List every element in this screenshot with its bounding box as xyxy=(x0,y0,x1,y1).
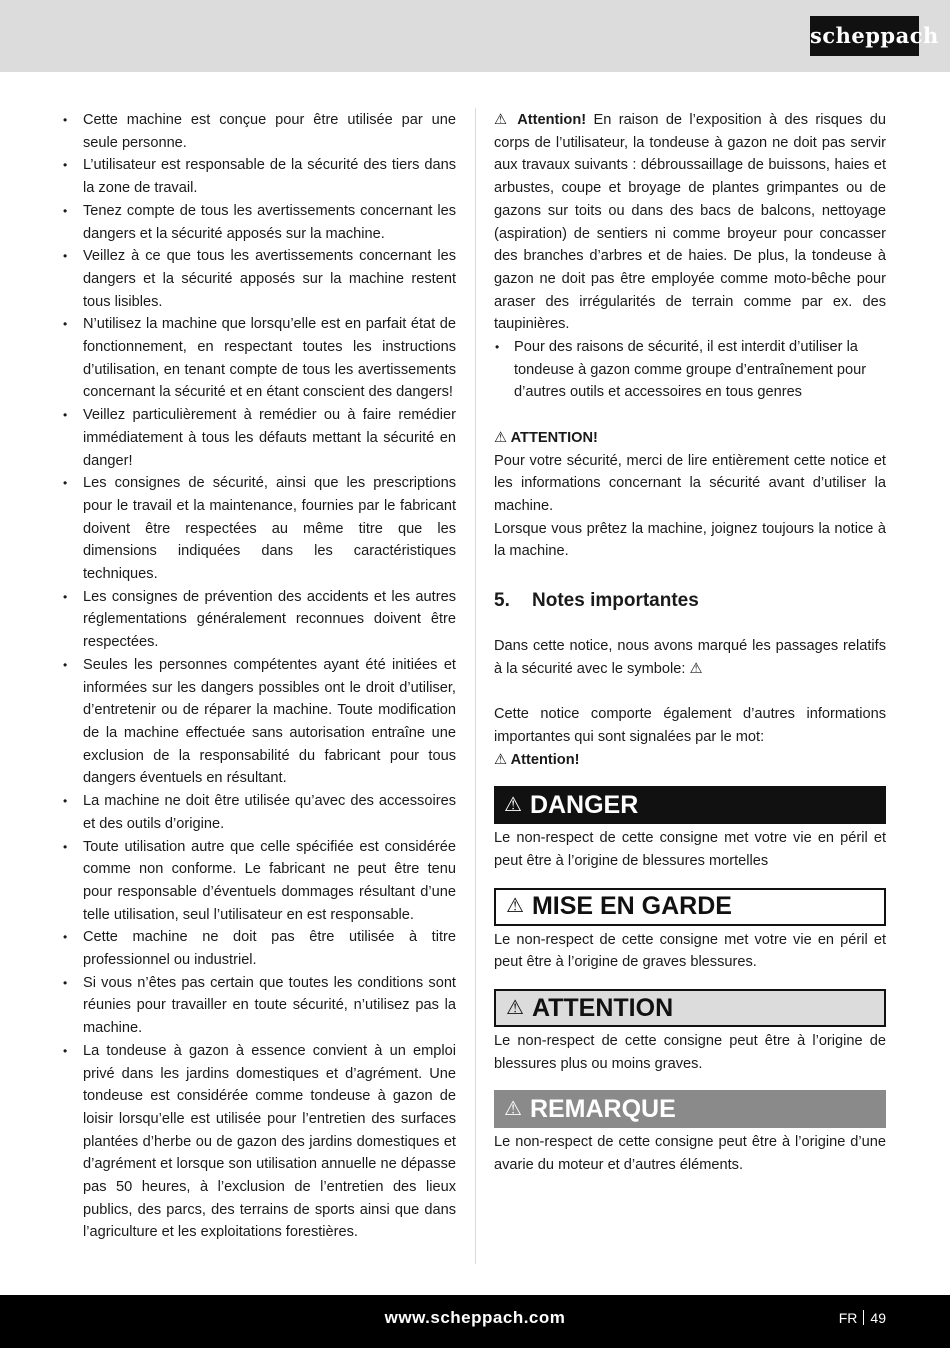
list-item: • La tondeuse à gazon à essence convient à un emploi privé dans les jardins domestiques et d’agrément. Une tondeuse est considérée comme tondeuse à gazon de loisir lorsqu’elle est utilisée pour l’entretien des surfaces plantées d’herbe ou de gazon des jardins domestiques et d’agrément et lorsque son utilisation annuelle ne dépasse pas 50 heures, à l’exclusion de l’entretien des lieux publics, des parcs, des terrains de sports ainsi que dans l’agriculture et les exploitations forestières. xyxy=(60,1040,456,1244)
danger-text: Le non-respect de cette consigne met votre vie en péril et peut être à l’origine de blessures mortelles xyxy=(494,830,886,869)
section-title: Notes importantes xyxy=(532,590,699,612)
list-item: • Toute utilisation autre que celle spécifiée est considérée comme non conforme. Le fabricant ne peut être tenu pour responsable d’éventuels dommages résultant d’une telle utilisation, seul l’utilisateur en est responsable. xyxy=(60,836,456,927)
list-item: • La machine ne doit être utilisée qu’avec des accessoires et des outils d’origine. xyxy=(60,790,456,835)
warning-text: Le non-respect de cette consigne met votre vie en péril et peut être à l’origine de graves blessures. xyxy=(494,931,886,971)
attention-text: Pour votre sécurité, merci de lire entièrement cette notice et les informations concernant la sécurité avant d’utiliser la machine. xyxy=(494,452,886,514)
page-indicator xyxy=(839,1310,886,1326)
notes-paragraph: Cette notice comporte également d’autres informations importantes qui sont signalées par le mot: xyxy=(494,706,886,745)
danger-label: DANGER xyxy=(529,790,639,819)
list-item: • Les consignes de prévention des accidents et les autres réglementations généralement reconnues doivent être respectées. xyxy=(60,586,456,654)
attention-paragraph xyxy=(494,109,886,336)
attention-box-text: Le non-respect de cette consigne peut être à l’origine de blessures plus ou moins graves. xyxy=(494,1033,886,1072)
right-column xyxy=(494,109,886,1177)
section-number: 5. xyxy=(494,590,510,612)
page-number: 49 xyxy=(870,1310,886,1326)
attention-box-label: ATTENTION xyxy=(531,993,674,1022)
attention-text: En raison de l’exposition à des risques du corps de l’utilisateur, la tondeuse à gazon ne doit pas servir aux travaux suivants : débroussaillage de buissons, haies et arbustes, coupe et broyage de plantes grimpantes ou de gazons sur toits ou dans des bacs de balcons, nettoyage (aspiration) de sentiers ni comme broyeur pour concasser des branches d’arbres et de haies. De plus, la tondeuse à gazon ne doit pas être employée comme moto-bêche pour araser des irrégularités de terrain comme par ex. des taupinières. xyxy=(494,112,887,333)
note-text: Le non-respect de cette consigne peut être à l’origine d’une avarie du moteur et d’autres éléments. xyxy=(494,1134,886,1174)
safety-list xyxy=(60,109,456,1244)
section-heading xyxy=(494,589,886,613)
list-item: • Tenez compte de tous les avertissements concernant les dangers et la sécurité apposés sur la machine. xyxy=(60,200,456,245)
warning-label: MISE EN GARDE xyxy=(531,892,732,921)
warning-triangle-icon: ⚠ xyxy=(506,996,524,1019)
attention-label: ⚠ Attention! xyxy=(494,112,587,128)
list-item: • Veillez particulièrement à remédier ou à faire remédier immédiatement à tous les défauts mettant la sécurité en danger! xyxy=(60,404,456,472)
note-box xyxy=(494,1090,886,1128)
footer-url[interactable]: www.scheppach.com xyxy=(384,1308,566,1327)
notes-paragraph: Dans cette notice, nous avons marqué les passages relatifs à la sécurité avec le symbole: ⚠ xyxy=(494,638,886,677)
list-item: • Veillez à ce que tous les avertissements concernant les dangers et la sécurité apposés sur la machine restent tous lisibles. xyxy=(60,245,456,313)
attention-heading: ⚠ ATTENTION! xyxy=(494,429,598,446)
warning-box xyxy=(494,888,886,926)
warning-triangle-icon: ⚠ xyxy=(506,895,524,918)
list-item: • Seules les personnes compétentes ayant été initiées et informées sur les dangers possibles ont le droit d’utiliser, d’entretenir ou de réparer la machine. Toute modification de la machine effectuée sans autorisation entraîne une exclusion de la responsabilité du fabricant pour tous dangers éventuels en résultant. xyxy=(60,654,456,790)
brand-logo: scheppach xyxy=(810,16,919,56)
list-item: • L’utilisateur est responsable de la sécurité des tiers dans la zone de travail. xyxy=(60,154,456,199)
list-item: • Cette machine ne doit pas être utilisée à titre professionnel ou industriel. xyxy=(60,926,456,971)
note-label: REMARQUE xyxy=(529,1095,676,1124)
list-item: • Les consignes de sécurité, ainsi que les prescriptions pour le travail et la maintenance, fournies par le fabricant doivent être respectées au même titre que les dimensions indiquées dans les caractéristiques techniques. xyxy=(60,472,456,586)
danger-box xyxy=(494,786,886,824)
separator xyxy=(863,1310,864,1325)
footer-bar xyxy=(0,1295,950,1348)
left-column xyxy=(60,109,456,1244)
attention-box xyxy=(494,989,886,1027)
header-band xyxy=(0,0,950,72)
list-item: • N’utilisez la machine que lorsqu’elle est en parfait état de fonctionnement, en respectant toutes les instructions d’utilisation, en tenant compte de tous les avertissements concernant la sécurité et en étant conscient des dangers! xyxy=(60,313,456,404)
notes-word: ⚠ Attention! xyxy=(494,751,580,768)
language-code: FR xyxy=(838,1310,858,1326)
warning-triangle-icon: ⚠ xyxy=(504,793,522,816)
column-divider xyxy=(475,108,476,1264)
attention-text: Lorsque vous prêtez la machine, joignez toujours la notice à la machine. xyxy=(494,520,886,560)
list-item: • Si vous n’êtes pas certain que toutes les conditions sont réunies pour travailler en toute sécurité, n’utilisez pas la machine. xyxy=(60,972,456,1040)
warning-triangle-icon: ⚠ xyxy=(504,1098,522,1121)
list-item: • Pour des raisons de sécurité, il est interdit d’utiliser la tondeuse à gazon comme groupe d’entraînement pour d’autres outils et accessoires en tous genres xyxy=(494,336,886,404)
list-item: • Cette machine est conçue pour être utilisée par une seule personne. xyxy=(60,109,456,154)
